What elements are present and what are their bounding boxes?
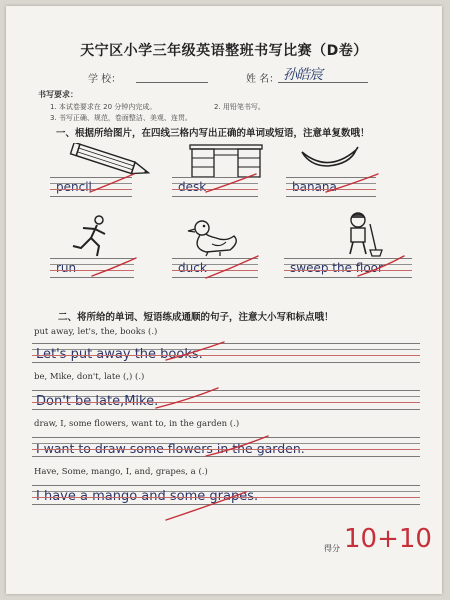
name-label: 姓 名： — [246, 74, 280, 85]
requirement-item: 2. 用铅笔书写。 — [214, 103, 265, 111]
answer-desk: desk — [178, 180, 207, 194]
four-line-grid — [32, 343, 420, 363]
section1-instruction: 一、根据所给图片，在四线三格内写出正确的单词或短语，注意单复数哦！ — [56, 128, 370, 139]
answer-banana: banana — [292, 180, 337, 194]
score-value: 10+10 — [344, 524, 432, 554]
running-person-picture — [68, 214, 118, 258]
sentence-answer: Let's put away the books. — [36, 347, 203, 362]
student-name: 孙皓宸 — [283, 67, 322, 83]
school-label: 学 校： — [88, 74, 122, 85]
sentence-prompt: be, Mike, don't, late (,) (.) — [34, 372, 145, 382]
four-line-grid — [172, 258, 258, 278]
four-line-grid — [50, 177, 132, 197]
banana-picture — [298, 144, 360, 174]
score-label: 得分 — [324, 544, 340, 553]
page-title: 天宁区小学三年级英语整班书写比赛（D卷） — [80, 43, 368, 59]
answer-run: run — [56, 261, 77, 275]
sentence-prompt: Have, Some, mango, I, and, grapes, a (.) — [34, 467, 208, 477]
sentence-answer: Don't be late,Mike. — [36, 394, 159, 409]
four-line-grid — [284, 258, 412, 278]
section2-instruction: 二、将所给的单词、短语练成通顺的句子，注意大小写和标点哦！ — [58, 312, 334, 323]
school-field — [136, 70, 208, 83]
four-line-grid — [32, 390, 420, 410]
answer-duck: duck — [178, 261, 207, 275]
pencil-picture — [64, 142, 160, 182]
answer-pencil: pencil — [56, 180, 92, 194]
requirement-item: 1. 本试卷要求在 20 分钟内完成。 — [50, 103, 157, 111]
requirements-heading: 书写要求： — [38, 90, 78, 99]
four-line-grid — [32, 485, 420, 505]
four-line-grid — [32, 437, 420, 457]
worksheet-page — [6, 6, 442, 594]
desk-picture — [182, 138, 270, 182]
sentence-answer: I have a mango and some grapes. — [36, 489, 259, 504]
four-line-grid — [50, 258, 134, 278]
answer-sweep-the-floor: sweep the floor — [290, 261, 383, 275]
boy-sweeping-picture — [336, 210, 386, 260]
four-line-grid — [286, 177, 376, 197]
four-line-grid — [172, 177, 258, 197]
sentence-prompt: draw, I, some flowers, want to, in the garden (.) — [34, 419, 240, 429]
duck-picture — [186, 218, 242, 258]
requirement-item: 3. 书写正确、规范，卷面整洁、美观、连贯。 — [50, 114, 192, 122]
sentence-prompt: put away, let's, the, books (.) — [34, 327, 158, 337]
sentence-answer: I want to draw some flowers in the garden. — [36, 441, 305, 456]
